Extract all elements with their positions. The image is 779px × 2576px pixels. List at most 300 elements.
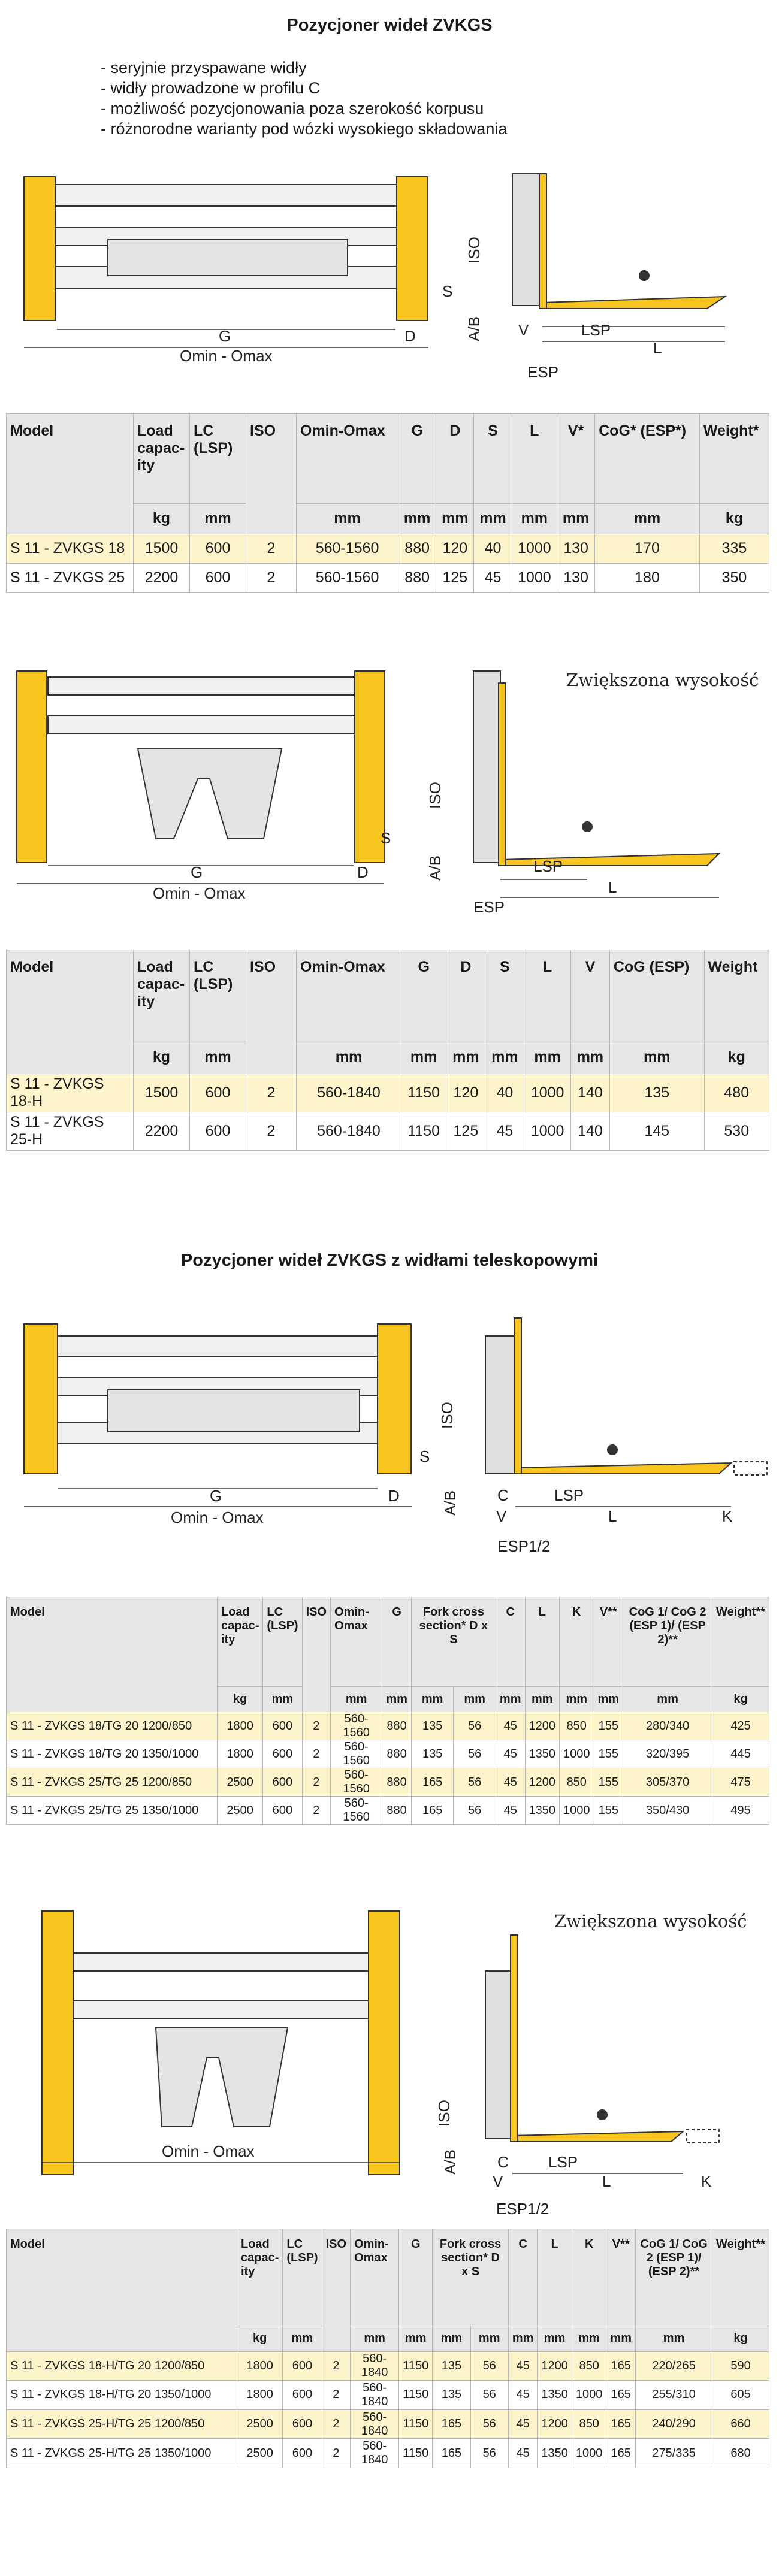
cell: 1000 xyxy=(572,2381,606,2410)
cell: 560-1840 xyxy=(297,1074,401,1112)
cell: 45 xyxy=(496,1712,525,1740)
cell: 1800 xyxy=(237,2351,283,2381)
cell: 45 xyxy=(496,1797,525,1825)
cell: 2 xyxy=(302,1712,330,1740)
unit: mm xyxy=(382,1687,412,1712)
dim-lsp: LSP xyxy=(554,1486,584,1504)
cell: 135 xyxy=(433,2351,470,2381)
table-row xyxy=(7,563,769,592)
col-model: Model xyxy=(7,414,134,534)
cell: 255/310 xyxy=(636,2381,712,2410)
cell: 145 xyxy=(609,1112,704,1150)
cell: 350/430 xyxy=(623,1797,712,1825)
cell: 155 xyxy=(594,1797,623,1825)
cell: 600 xyxy=(283,2439,322,2468)
cell: 280/340 xyxy=(623,1712,712,1740)
col-header: LC (LSP) xyxy=(283,2229,322,2326)
cell: 135 xyxy=(433,2381,470,2410)
unit: mm xyxy=(433,2326,470,2352)
cell: 155 xyxy=(594,1768,623,1797)
col-header: LC (LSP) xyxy=(190,950,246,1041)
cell: 1150 xyxy=(399,2409,433,2439)
cell: 560-1560 xyxy=(297,534,398,563)
dim-esp12: ESP1/2 xyxy=(496,2200,549,2218)
cell: 1350 xyxy=(538,2439,572,2468)
dim-lsp: LSP xyxy=(581,321,611,339)
cell: S 11 - ZVKGS 18 xyxy=(7,534,134,563)
col-header: Weight* xyxy=(699,414,769,504)
unit: mm xyxy=(636,2326,712,2352)
unit: mm xyxy=(595,503,700,534)
col-header: LC (LSP) xyxy=(190,414,246,504)
cell: 120 xyxy=(446,1074,485,1112)
cell: 165 xyxy=(606,2381,636,2410)
cell: 45 xyxy=(474,563,512,592)
table-row xyxy=(7,2381,769,2410)
dim-g: G xyxy=(219,327,231,345)
cell: 1800 xyxy=(237,2381,283,2410)
front-view-drawing xyxy=(42,1911,400,2175)
col-header: Fork cross section* D x S xyxy=(433,2229,509,2326)
cell: 1000 xyxy=(512,534,557,563)
cell: 1200 xyxy=(525,1712,560,1740)
dim-iso: ISO xyxy=(426,782,444,809)
cell: 40 xyxy=(474,534,512,563)
cell: 275/335 xyxy=(636,2439,712,2468)
dim-d: D xyxy=(357,863,369,881)
cell: 600 xyxy=(263,1740,302,1768)
col-header: D xyxy=(436,414,474,504)
cell: 1500 xyxy=(134,1074,190,1112)
cell: 1000 xyxy=(560,1797,594,1825)
cell: 425 xyxy=(712,1712,769,1740)
diagram-standard xyxy=(0,162,779,389)
dim-l: L xyxy=(608,878,617,896)
diagram-telescopic-increased-height xyxy=(0,1899,779,2199)
dim-lsp: LSP xyxy=(533,857,563,875)
cell: 850 xyxy=(560,1712,594,1740)
col-header: V** xyxy=(606,2229,636,2326)
cell: 1000 xyxy=(560,1740,594,1768)
dim-v: V xyxy=(518,321,529,339)
dim-omin-omax: Omin - Omax xyxy=(180,347,273,365)
cell: 880 xyxy=(382,1712,412,1740)
feature-item: - seryjnie przyspawane widły xyxy=(101,59,307,77)
dim-d: D xyxy=(388,1487,400,1505)
cell: 850 xyxy=(560,1768,594,1797)
unit: mm xyxy=(470,2326,508,2352)
cell: 560-1560 xyxy=(331,1712,382,1740)
cell: S 11 - ZVKGS 18-H/TG 20 1350/1000 xyxy=(7,2381,237,2410)
unit: kg xyxy=(134,503,190,534)
cell: 1150 xyxy=(399,2381,433,2410)
unit: mm xyxy=(496,1687,525,1712)
unit: mm xyxy=(401,1041,446,1074)
spec-table-telescopic xyxy=(6,1597,769,1825)
spec-table-zvkgs-h xyxy=(6,950,769,1151)
cell: 165 xyxy=(433,2409,470,2439)
cell: 56 xyxy=(470,2439,508,2468)
table-row xyxy=(7,1712,769,1740)
unit: mm xyxy=(623,1687,712,1712)
col-header: Omin-Omax xyxy=(351,2229,399,2326)
col-header: ISO xyxy=(246,414,297,534)
section-title-zvkgs: Pozycjoner wideł ZVKGS xyxy=(286,16,493,35)
col-header: C xyxy=(508,2229,538,2326)
table-row xyxy=(7,1112,769,1150)
cell: 1000 xyxy=(572,2439,606,2468)
cell: 180 xyxy=(595,563,700,592)
unit: kg xyxy=(704,1041,769,1074)
cell: 125 xyxy=(436,563,474,592)
dim-iso: ISO xyxy=(438,1402,456,1429)
cell: 560-1840 xyxy=(351,2409,399,2439)
cell: 1150 xyxy=(401,1074,446,1112)
cell: 560-1560 xyxy=(297,563,398,592)
cell: 165 xyxy=(606,2439,636,2468)
cell: 2500 xyxy=(237,2409,283,2439)
cell: 40 xyxy=(485,1074,524,1112)
col-header: V* xyxy=(557,414,595,504)
cell: 320/395 xyxy=(623,1740,712,1768)
dim-k: K xyxy=(722,1507,733,1525)
subtitle-increased-height: Zwiększona wysokość xyxy=(554,1911,747,1931)
cell: 1800 xyxy=(218,1712,263,1740)
cell: 1350 xyxy=(538,2381,572,2410)
unit: kg xyxy=(712,1687,769,1712)
unit: mm xyxy=(411,1687,454,1712)
col-header: L xyxy=(525,1597,560,1687)
table-row xyxy=(7,534,769,563)
cell: 480 xyxy=(704,1074,769,1112)
cell: 475 xyxy=(712,1768,769,1797)
unit: mm xyxy=(190,503,246,534)
col-header: Load capac-ity xyxy=(218,1597,263,1687)
dim-iso: ISO xyxy=(435,2100,453,2127)
cell: 2500 xyxy=(218,1768,263,1797)
cell: 165 xyxy=(606,2351,636,2381)
cell: 135 xyxy=(411,1740,454,1768)
cell: 605 xyxy=(712,2381,769,2410)
cell: 1000 xyxy=(524,1112,571,1150)
diagram-increased-height xyxy=(0,659,779,935)
cell: 1150 xyxy=(399,2439,433,2468)
col-header: ISO xyxy=(322,2229,350,2352)
unit: kg xyxy=(218,1687,263,1712)
col-header: Load capac-ity xyxy=(134,950,190,1041)
cell: 2 xyxy=(322,2439,350,2468)
unit: mm xyxy=(454,1687,496,1712)
col-header: Omin-Omax xyxy=(297,950,401,1041)
cell: 680 xyxy=(712,2439,769,2468)
unit: mm xyxy=(560,1687,594,1712)
cell: 560-1840 xyxy=(351,2381,399,2410)
side-view-drawing xyxy=(512,174,725,309)
dim-s: S xyxy=(442,282,453,300)
dim-c: C xyxy=(497,2153,509,2171)
dim-d: D xyxy=(404,327,416,345)
col-header: CoG 1/ CoG 2 (ESP 1)/ (ESP 2)** xyxy=(636,2229,712,2326)
col-model: Model xyxy=(7,950,134,1074)
cell: 2200 xyxy=(134,563,190,592)
unit: mm xyxy=(283,2326,322,2352)
dim-g: G xyxy=(210,1487,222,1505)
cell: 2 xyxy=(246,1112,297,1150)
col-model: Model xyxy=(7,1597,218,1712)
unit: mm xyxy=(570,1041,609,1074)
table-row xyxy=(7,2439,769,2468)
cell: 45 xyxy=(496,1740,525,1768)
unit: mm xyxy=(538,2326,572,2352)
cell: 165 xyxy=(606,2409,636,2439)
cell: 2 xyxy=(302,1740,330,1768)
cell: 2500 xyxy=(237,2439,283,2468)
dim-g: G xyxy=(191,863,203,881)
cell: 600 xyxy=(263,1768,302,1797)
cell: 220/265 xyxy=(636,2351,712,2381)
cell: 880 xyxy=(382,1740,412,1768)
col-header: D xyxy=(446,950,485,1041)
cell: 660 xyxy=(712,2409,769,2439)
cell: 45 xyxy=(485,1112,524,1150)
col-header: ISO xyxy=(302,1597,330,1712)
unit: kg xyxy=(134,1041,190,1074)
unit: kg xyxy=(699,503,769,534)
cell: 140 xyxy=(570,1074,609,1112)
cell: 1200 xyxy=(538,2351,572,2381)
cell: 1000 xyxy=(512,563,557,592)
unit: mm xyxy=(572,2326,606,2352)
front-view-drawing xyxy=(24,177,428,321)
cell: 560-1560 xyxy=(331,1797,382,1825)
dim-s: S xyxy=(381,829,391,847)
cell: 56 xyxy=(470,2351,508,2381)
col-header: K xyxy=(572,2229,606,2326)
col-header: C xyxy=(496,1597,525,1687)
cell: 2 xyxy=(302,1768,330,1797)
cell: 530 xyxy=(704,1112,769,1150)
front-view-drawing xyxy=(24,1324,411,1474)
cell: 495 xyxy=(712,1797,769,1825)
cell: 2 xyxy=(246,1074,297,1112)
dim-v: V xyxy=(496,1507,507,1525)
front-view-drawing xyxy=(17,671,385,863)
side-view-drawing xyxy=(473,671,719,866)
unit: mm xyxy=(485,1041,524,1074)
cell: S 11 - ZVKGS 18-H xyxy=(7,1074,134,1112)
cell: 1800 xyxy=(218,1740,263,1768)
table-row xyxy=(7,1768,769,1797)
cell: 56 xyxy=(470,2381,508,2410)
cell: 135 xyxy=(411,1712,454,1740)
cell: 350 xyxy=(699,563,769,592)
unit: mm xyxy=(398,503,436,534)
col-header: LC (LSP) xyxy=(263,1597,302,1687)
cell: 45 xyxy=(508,2381,538,2410)
dim-ab: A/B xyxy=(426,855,444,881)
feature-item: - widły prowadzone w profilu C xyxy=(101,79,321,97)
col-header: L xyxy=(524,950,571,1041)
dim-v: V xyxy=(493,2172,503,2190)
cell: 56 xyxy=(454,1740,496,1768)
cell: 600 xyxy=(283,2409,322,2439)
dim-lsp: LSP xyxy=(548,2153,578,2171)
cell: S 11 - ZVKGS 25-H xyxy=(7,1112,134,1150)
cell: 1350 xyxy=(525,1740,560,1768)
cell: 600 xyxy=(263,1712,302,1740)
cell: 45 xyxy=(508,2439,538,2468)
side-view-drawing xyxy=(485,1935,719,2143)
section-title-telescopic: Pozycjoner wideł ZVKGS z widłami teleskopowymi xyxy=(180,1251,599,1270)
table-row xyxy=(7,1740,769,1768)
spec-table-telescopic-h xyxy=(6,2229,769,2468)
cell: S 11 - ZVKGS 25/TG 25 1350/1000 xyxy=(7,1797,218,1825)
cell: 2 xyxy=(322,2381,350,2410)
unit: mm xyxy=(474,503,512,534)
cell: 880 xyxy=(382,1768,412,1797)
cell: 240/290 xyxy=(636,2409,712,2439)
cell: S 11 - ZVKGS 18/TG 20 1200/850 xyxy=(7,1712,218,1740)
cell: 880 xyxy=(382,1797,412,1825)
cell: 880 xyxy=(398,563,436,592)
cell: 130 xyxy=(557,534,595,563)
dim-ab: A/B xyxy=(465,316,483,341)
cell: 590 xyxy=(712,2351,769,2381)
cell: 155 xyxy=(594,1712,623,1740)
cell: 2 xyxy=(246,534,297,563)
col-header: Omin-Omax xyxy=(297,414,398,504)
cell: 2500 xyxy=(218,1797,263,1825)
cell: S 11 - ZVKGS 18-H/TG 20 1200/850 xyxy=(7,2351,237,2381)
cell: S 11 - ZVKGS 25 xyxy=(7,563,134,592)
cell: 600 xyxy=(190,1074,246,1112)
cell: 2 xyxy=(322,2409,350,2439)
cell: S 11 - ZVKGS 25/TG 25 1200/850 xyxy=(7,1768,218,1797)
side-view-drawing xyxy=(485,1318,767,1475)
cell: 850 xyxy=(572,2351,606,2381)
col-header: G xyxy=(401,950,446,1041)
cell: 56 xyxy=(454,1797,496,1825)
cell: 560-1560 xyxy=(331,1768,382,1797)
cell: 445 xyxy=(712,1740,769,1768)
cell: 600 xyxy=(283,2381,322,2410)
dim-iso: ISO xyxy=(465,237,483,264)
cell: 880 xyxy=(398,534,436,563)
cell: 120 xyxy=(436,534,474,563)
cell: 1150 xyxy=(401,1112,446,1150)
unit: mm xyxy=(399,2326,433,2352)
cell: 2 xyxy=(302,1797,330,1825)
col-header: G xyxy=(399,2229,433,2326)
cell: 2 xyxy=(246,563,297,592)
table-row xyxy=(7,1797,769,1825)
dim-omin-omax: Omin - Omax xyxy=(153,884,246,902)
table-row xyxy=(7,1074,769,1112)
diagram-telescopic xyxy=(0,1300,779,1588)
feature-item: - różnorodne warianty pod wózki wysokiego składowania xyxy=(101,120,508,138)
dim-omin-omax: Omin - Omax xyxy=(162,2142,255,2160)
cell: 600 xyxy=(190,1112,246,1150)
col-header: L xyxy=(512,414,557,504)
subtitle-increased-height: Zwiększona wysokość xyxy=(566,670,759,690)
unit: kg xyxy=(237,2326,283,2352)
unit: mm xyxy=(606,2326,636,2352)
unit: mm xyxy=(331,1687,382,1712)
cell: 155 xyxy=(594,1740,623,1768)
col-header: K xyxy=(560,1597,594,1687)
dim-ab: A/B xyxy=(441,1490,459,1516)
col-header: G xyxy=(382,1597,412,1687)
cell: 850 xyxy=(572,2409,606,2439)
col-header: Weight** xyxy=(712,1597,769,1687)
cell: 560-1840 xyxy=(351,2439,399,2468)
unit: mm xyxy=(525,1687,560,1712)
dim-k: K xyxy=(701,2172,712,2190)
cell: 2 xyxy=(322,2351,350,2381)
col-header: Fork cross section* D x S xyxy=(411,1597,496,1687)
col-header: Load capac-ity xyxy=(237,2229,283,2326)
cell: S 11 - ZVKGS 25-H/TG 25 1350/1000 xyxy=(7,2439,237,2468)
cell: 600 xyxy=(190,563,246,592)
dim-l: L xyxy=(653,339,662,357)
col-header: V xyxy=(570,950,609,1041)
cell: 56 xyxy=(454,1768,496,1797)
col-header: G xyxy=(398,414,436,504)
dim-l: L xyxy=(608,1507,617,1525)
col-header: Weight** xyxy=(712,2229,769,2326)
cell: 1350 xyxy=(525,1797,560,1825)
cell: 45 xyxy=(508,2351,538,2381)
cell: 165 xyxy=(411,1797,454,1825)
cell: S 11 - ZVKGS 18/TG 20 1350/1000 xyxy=(7,1740,218,1768)
dim-l: L xyxy=(602,2172,611,2190)
cell: 600 xyxy=(283,2351,322,2381)
cell: 135 xyxy=(609,1074,704,1112)
unit: mm xyxy=(297,1041,401,1074)
dim-omin-omax: Omin - Omax xyxy=(171,1508,264,1526)
unit: mm xyxy=(609,1041,704,1074)
col-header: S xyxy=(474,414,512,504)
dim-s: S xyxy=(419,1447,430,1465)
cell: 305/370 xyxy=(623,1768,712,1797)
unit: kg xyxy=(712,2326,769,2352)
dim-esp12: ESP1/2 xyxy=(497,1537,551,1555)
col-header: CoG (ESP) xyxy=(609,950,704,1041)
unit: mm xyxy=(524,1041,571,1074)
cell: 1200 xyxy=(538,2409,572,2439)
feature-list xyxy=(101,58,507,139)
col-header: Weight xyxy=(704,950,769,1041)
col-header: L xyxy=(538,2229,572,2326)
cell: 130 xyxy=(557,563,595,592)
feature-item: - możliwość pozycjonowania poza szerokość korpusu xyxy=(101,99,484,117)
spec-table-zvkgs xyxy=(6,413,769,593)
unit: mm xyxy=(557,503,595,534)
cell: 1200 xyxy=(525,1768,560,1797)
unit: mm xyxy=(297,503,398,534)
cell: 2200 xyxy=(134,1112,190,1150)
cell: 56 xyxy=(470,2409,508,2439)
dim-esp: ESP xyxy=(527,363,559,381)
cell: 1000 xyxy=(524,1074,571,1112)
col-header: V** xyxy=(594,1597,623,1687)
dim-c: C xyxy=(497,1486,509,1504)
cell: 125 xyxy=(446,1112,485,1150)
cell: 560-1560 xyxy=(331,1740,382,1768)
unit: mm xyxy=(190,1041,246,1074)
cell: 165 xyxy=(411,1768,454,1797)
cell: 600 xyxy=(263,1797,302,1825)
